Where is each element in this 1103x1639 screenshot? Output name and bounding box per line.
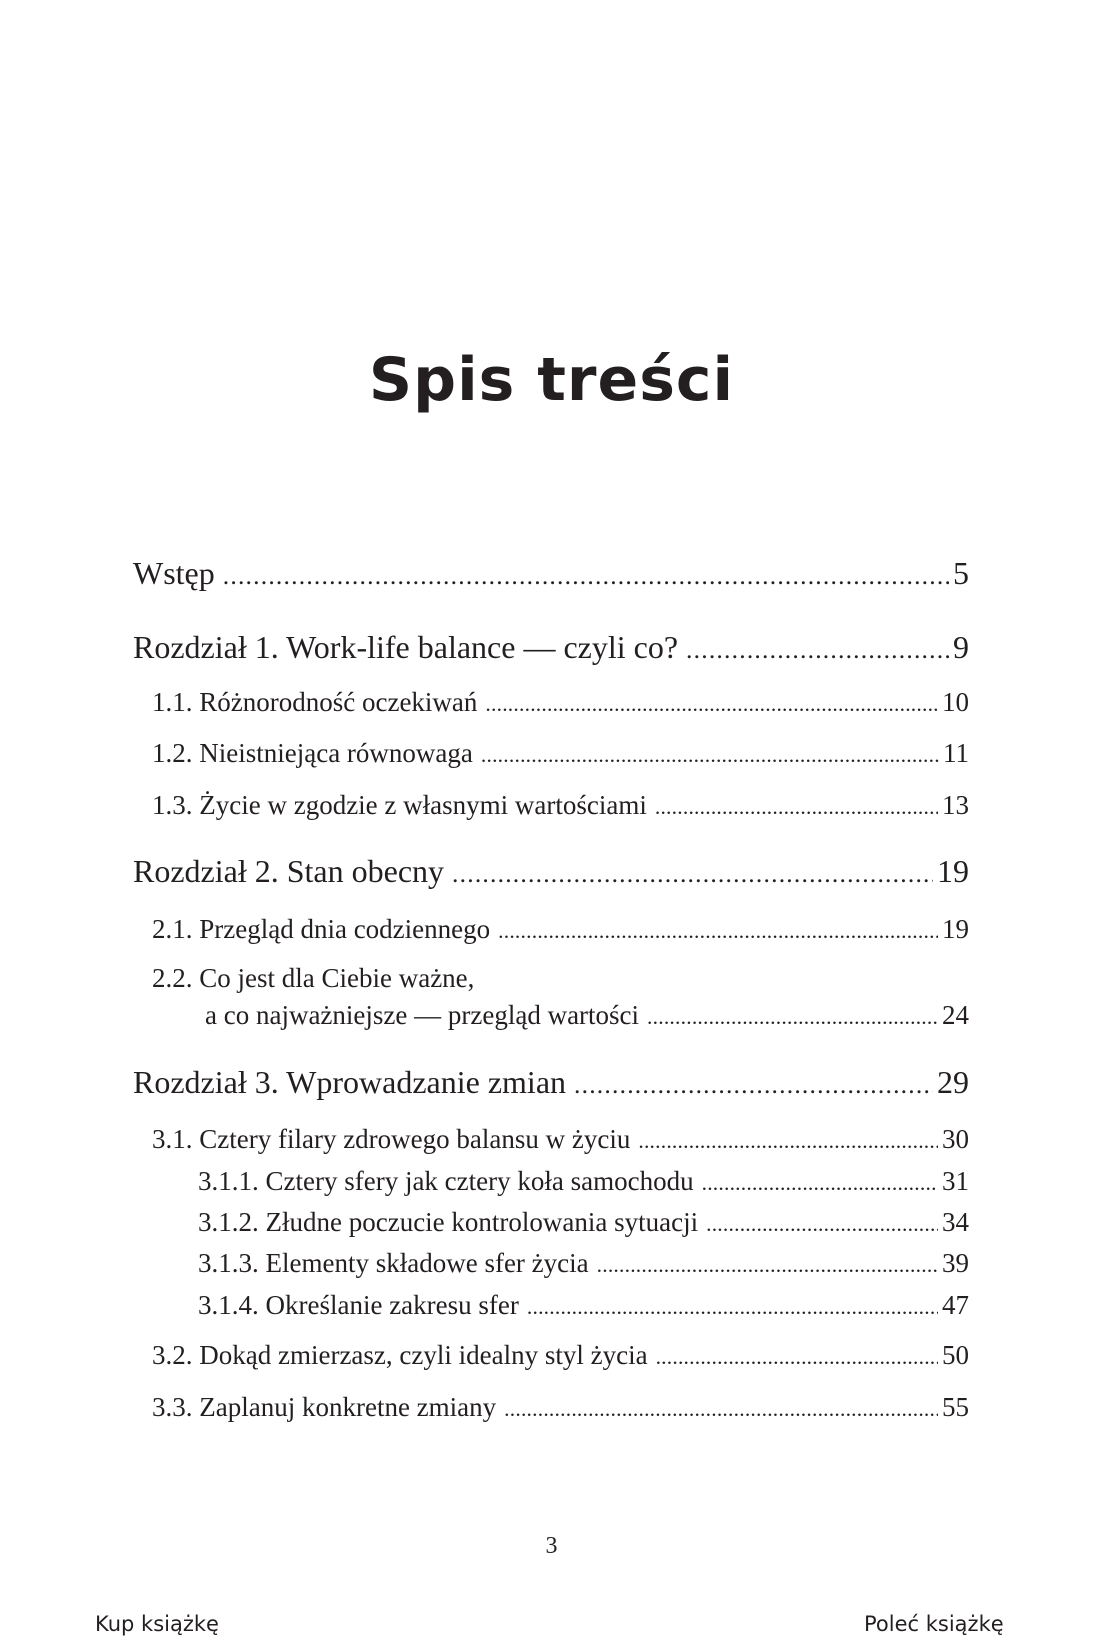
toc-entry-2-2-first-line[interactable]: 2.2. Co jest dla Ciebie ważne, xyxy=(152,963,475,993)
toc-entry-label: Rozdział 1. Work-life balance — czyli co? xyxy=(133,629,679,665)
toc-entry-3-3[interactable] xyxy=(152,1392,969,1423)
toc-entry-page: 31 xyxy=(942,1166,969,1196)
toc-entry-2-2[interactable] xyxy=(205,1000,969,1031)
toc-entry-page: 39 xyxy=(942,1248,969,1278)
toc-leader-dots xyxy=(452,859,933,889)
toc-entry-page: 9 xyxy=(953,629,969,665)
toc-entry-page: 47 xyxy=(942,1290,969,1320)
toc-leader-dots xyxy=(702,1171,938,1196)
toc-entry-page: 19 xyxy=(937,853,969,889)
toc-leader-dots xyxy=(656,1345,938,1370)
toc-entry-3-1-4[interactable] xyxy=(198,1290,969,1321)
toc-entry-chapter-2[interactable] xyxy=(133,853,969,890)
toc-entry-page: 55 xyxy=(942,1392,969,1422)
toc-entry-page: 50 xyxy=(942,1340,969,1370)
toc-entry-page: 5 xyxy=(953,555,969,591)
recommend-book-link[interactable]: Poleć książkę xyxy=(864,1612,1004,1636)
toc-entry-page: 29 xyxy=(937,1064,969,1100)
toc-entry-3-1-1[interactable] xyxy=(198,1166,969,1197)
toc-entry-label: Rozdział 2. Stan obecny xyxy=(133,853,445,889)
toc-entry-label: Rozdział 3. Wprowadzanie zmian xyxy=(133,1064,567,1100)
toc-leader-dots xyxy=(481,743,939,768)
toc-entry-label: 1.2. Nieistniejąca równowaga xyxy=(152,738,473,768)
toc-leader-dots xyxy=(574,1070,933,1100)
toc-entry-label: a co najważniejsze — przegląd wartości xyxy=(205,1000,640,1030)
toc-entry-label: 2.1. Przegląd dnia codziennego xyxy=(152,914,491,944)
toc-entry-1-3[interactable] xyxy=(152,790,969,821)
toc-leader-dots xyxy=(498,919,938,944)
toc-entry-page: 11 xyxy=(943,738,969,768)
toc-entry-label: 3.1.2. Złudne poczucie kontrolowania sytuacji xyxy=(198,1207,699,1237)
toc-entry-wstep[interactable] xyxy=(133,555,969,592)
toc-entry-chapter-3[interactable] xyxy=(133,1064,969,1101)
toc-leader-dots xyxy=(485,692,938,717)
toc-entry-label: 3.1.3. Elementy składowe sfer życia xyxy=(198,1248,589,1278)
toc-entry-label: 3.1.4. Określanie zakresu sfer xyxy=(198,1290,519,1320)
toc-entry-page: 13 xyxy=(942,790,969,820)
toc-leader-dots xyxy=(655,795,938,820)
toc-entry-label: 3.1. Cztery filary zdrowego balansu w życiu xyxy=(152,1124,631,1154)
toc-entry-label: 3.1.1. Cztery sfery jak cztery koła samochodu xyxy=(198,1166,694,1196)
toc-entry-3-1-2[interactable] xyxy=(198,1207,969,1238)
toc-leader-dots xyxy=(504,1397,938,1422)
toc-entry-page: 19 xyxy=(942,914,969,944)
toc-entry-page: 24 xyxy=(942,1000,969,1030)
buy-book-link[interactable]: Kup książkę xyxy=(95,1612,219,1636)
toc-entry-page: 34 xyxy=(942,1207,969,1237)
toc-entry-label: 3.3. Zaplanuj konkretne zmiany xyxy=(152,1392,497,1422)
toc-entry-page: 10 xyxy=(942,687,969,717)
toc-entry-label: 3.2. Dokąd zmierzasz, czyli idealny styl życia xyxy=(152,1340,648,1370)
toc-leader-dots xyxy=(638,1129,938,1154)
toc-entry-3-1-3[interactable] xyxy=(198,1248,969,1279)
toc-leader-dots xyxy=(223,561,949,591)
page-number: 3 xyxy=(545,1533,558,1559)
toc-entry-label: 1.3. Życie w zgodzie z własnymi wartościami xyxy=(152,790,647,820)
toc-leader-dots xyxy=(597,1253,938,1278)
toc-entry-chapter-1[interactable] xyxy=(133,629,969,666)
toc-entry-page: 30 xyxy=(942,1124,969,1154)
toc-entry-label: Wstęp xyxy=(133,555,215,591)
toc-entry-3-2[interactable] xyxy=(152,1340,969,1371)
page-title: Spis treści xyxy=(368,345,735,415)
toc-leader-dots xyxy=(647,1005,938,1030)
toc-entry-1-2[interactable] xyxy=(152,738,969,769)
toc-entry-3-1[interactable] xyxy=(152,1124,969,1155)
toc-leader-dots xyxy=(706,1212,938,1237)
toc-entry-label: 1.1. Różnorodność oczekiwań xyxy=(152,687,478,717)
toc-entry-2-1[interactable] xyxy=(152,914,969,945)
toc-entry-1-1[interactable] xyxy=(152,687,969,718)
toc-leader-dots xyxy=(686,635,949,665)
toc-leader-dots xyxy=(527,1295,938,1320)
